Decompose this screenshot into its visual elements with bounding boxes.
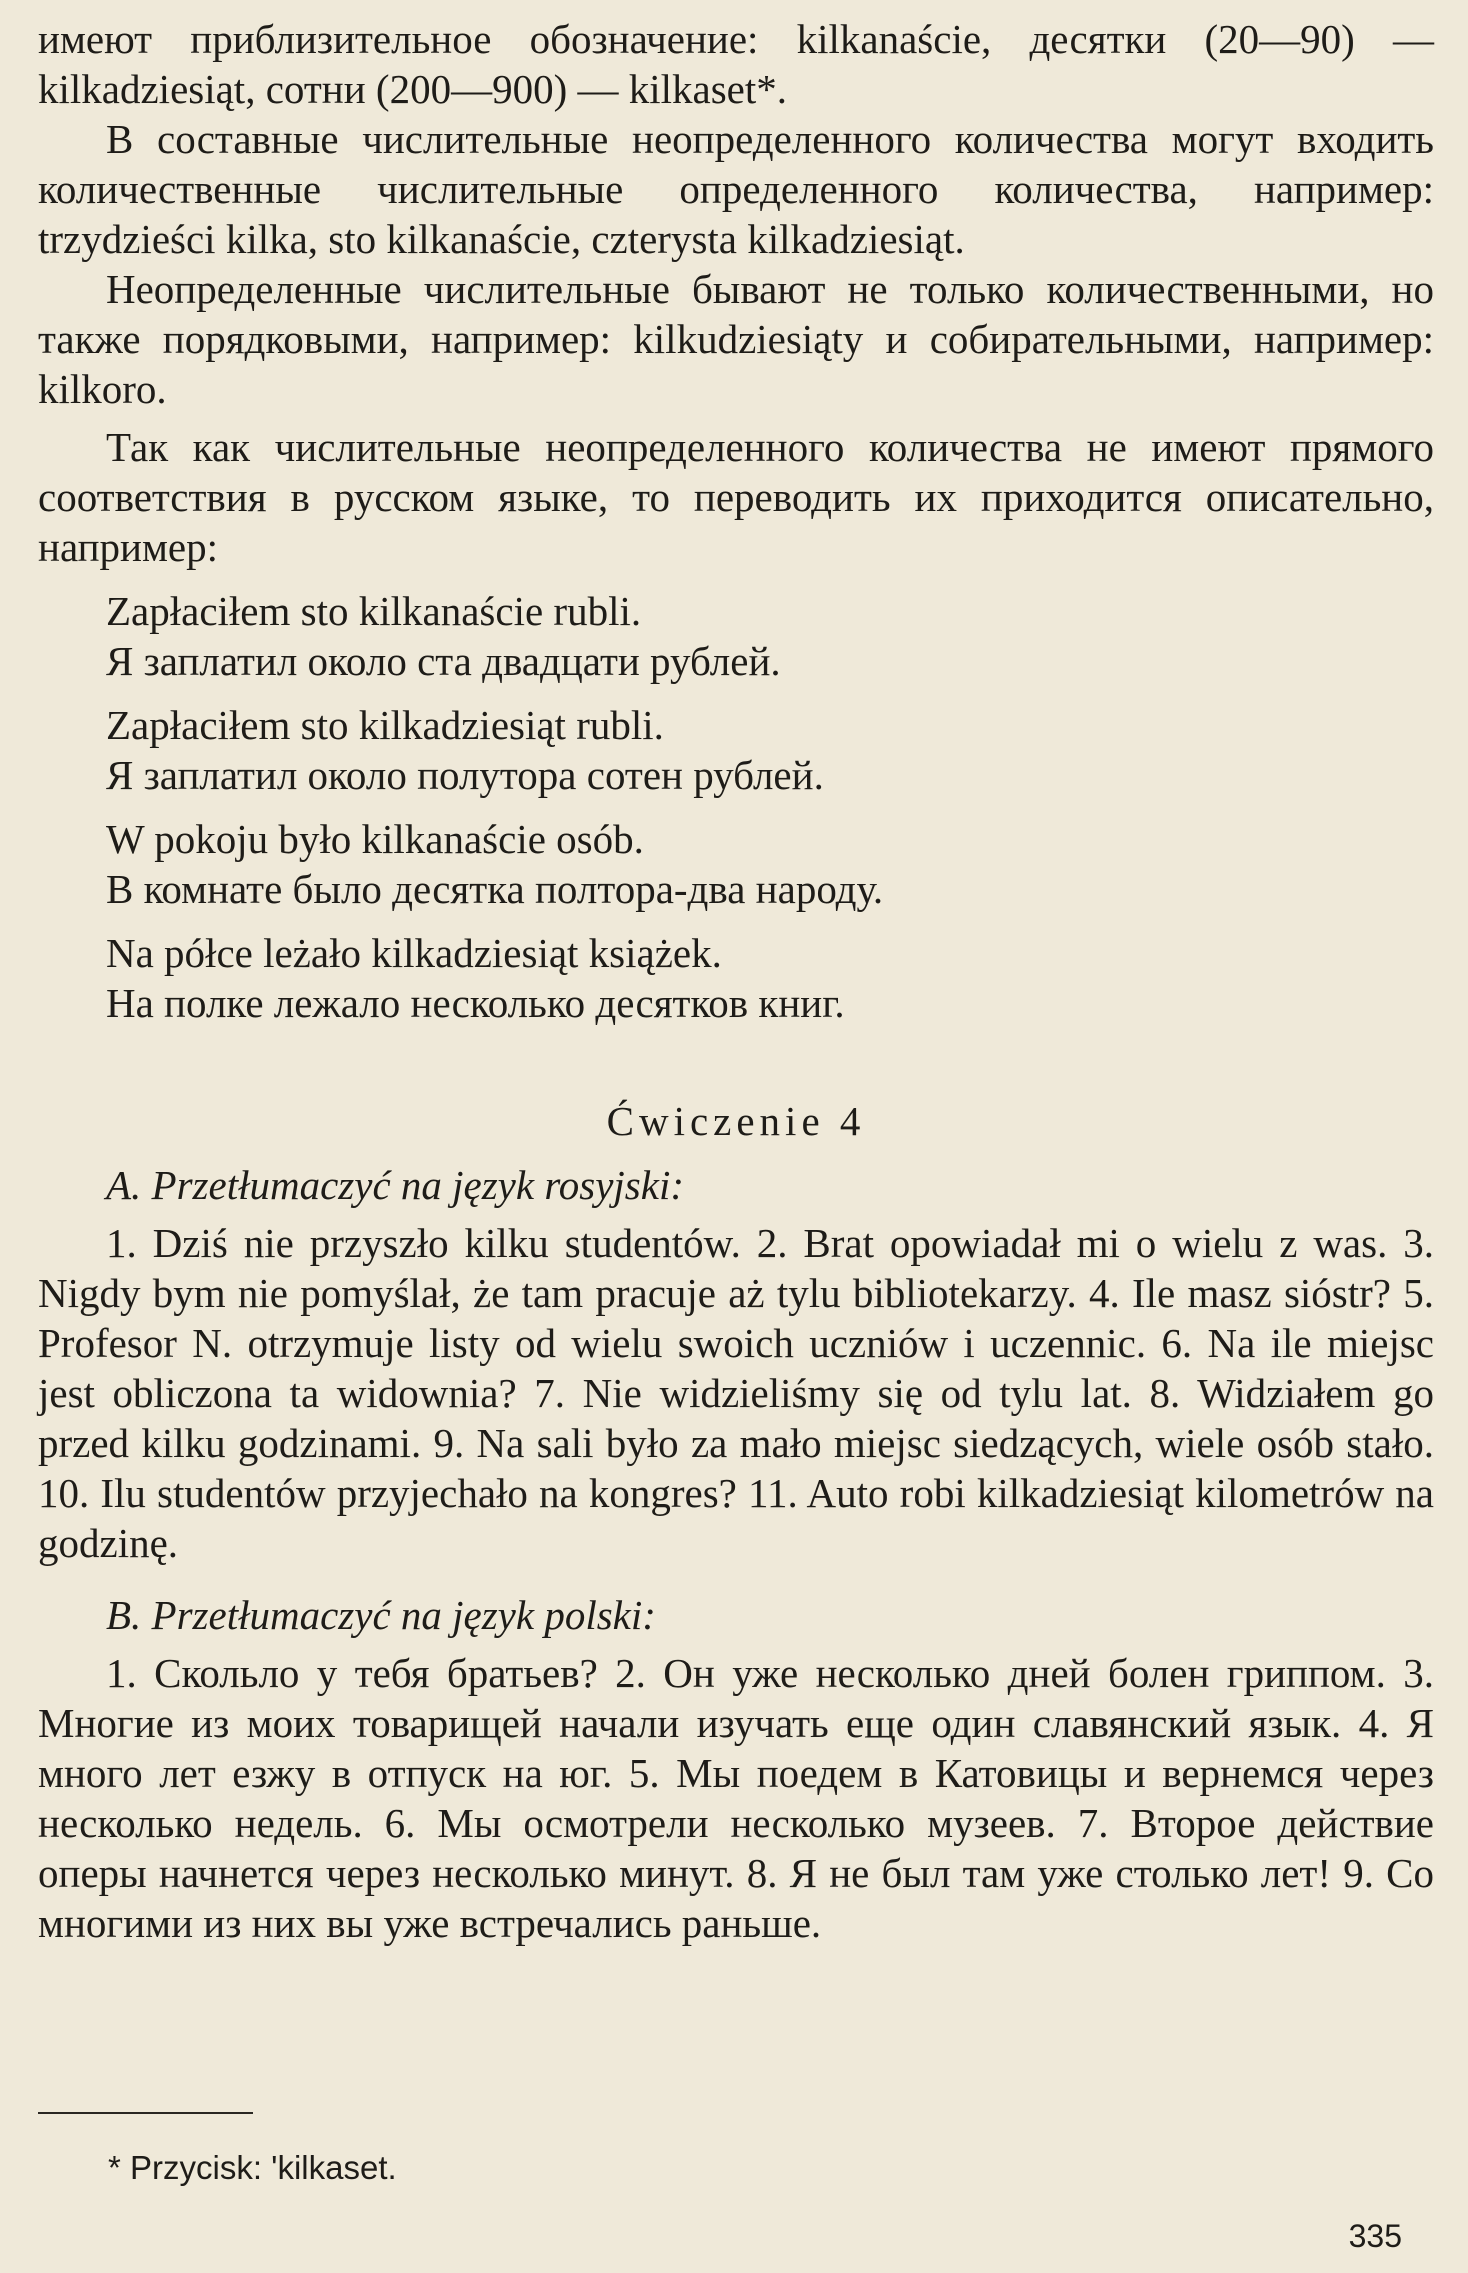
exercise-a-text: 1. Dziś nie przyszło kilku studentów. 2. Brat opowiadał mi o wielu z was. 3. Nigdy bym nie pomyślał, że tam pracuje aż tylu bibliotekarzy. 4. Ile masz sióstr? 5. Profesor N. otrzymuje listy od wielu swoich uczniów i uczennic. 6. Na ile miejsc jest obliczona ta widownia? 7. Nie widzieliśmy się od tylu lat. 8. Widziałem go przed kilku godzinami. 9. Na sali było za mało miejsc siedzących, wiele osób stało. 10. Ilu studentów przyjechało na kongres? 11. Auto robi kilkadziesiąt kilometrów na godzinę. [38,1220,1434,1566]
paragraph-translation-note: Так как числительные неопределенного количества не имеют прямого соответствия в русском языке, то переводить их приходится описательно, например: [38,424,1434,570]
example-polish: Zapłaciłem sto kilkanaście rubli. [106,588,642,634]
body-text [38,14,1434,1948]
example-polish: Zapłaciłem sto kilkadziesiąt rubli. [106,702,664,748]
example-pair-4 [38,928,1434,1028]
paragraph-ordinal-collective: Неопределенные числительные бывают не только количественными, но также порядковыми, например: kilkudziesiąty и собирательными, например: kilkoro. [38,266,1434,412]
exercise-title: Ćwiczenie 4 [606,1098,866,1144]
example-russian: В комнате было десятка полтора-два народу. [106,866,884,912]
footnote-divider [38,2112,253,2114]
example-russian: Я заплатил около полутора сотен рублей. [106,752,824,798]
example-pair-1 [38,586,1434,686]
paragraph-numerals-continued: имеют приблизительное обозначение: kilkanaście, десятки (20—90) — kilkadziesiąt, сотни (200—900) — kilkaset*. [38,16,1434,112]
exercise-a-heading: A. Przetłumaczyć na język rosyjski: [106,1162,685,1208]
example-pair-2 [38,700,1434,800]
exercise-b-text: 1. Скольло у тебя братьев? 2. Он уже несколько дней болен гриппом. 3. Многие из моих товарищей начали изучать еще один славянский язык. 4. Я много лет езжу в отпуск на юг. 5. Мы поедем в Катовицы и вернемся через несколько недель. 6. Мы осмотрели несколько музеев. 7. Второе действие оперы начнется через несколько минут. 8. Я не был там уже столько лет! 9. Со многими из них вы уже встречались раньше. [38,1650,1434,1946]
paragraph-compound-numerals: В составные числительные неопределенного количества могут входить количественные числительные определенного количества, например: trzydzieści kilka, sto kilkanaście, czterysta kilkadziesiąt. [38,116,1434,262]
example-russian: Я заплатил около ста двадцати рублей. [106,638,781,684]
exercise-b-heading: B. Przetłumaczyć na język polski: [106,1592,656,1638]
footnote: * Przycisk: 'kilkaset. [108,2149,397,2186]
example-pair-3 [38,814,1434,914]
example-russian: На полке лежало несколько десятков книг. [106,980,845,1026]
example-polish: Na półce leżało kilkadziesiąt książek. [106,930,722,976]
page-number: 335 [1348,2218,1402,2254]
example-polish: W pokoju było kilkanaście osób. [106,816,644,862]
